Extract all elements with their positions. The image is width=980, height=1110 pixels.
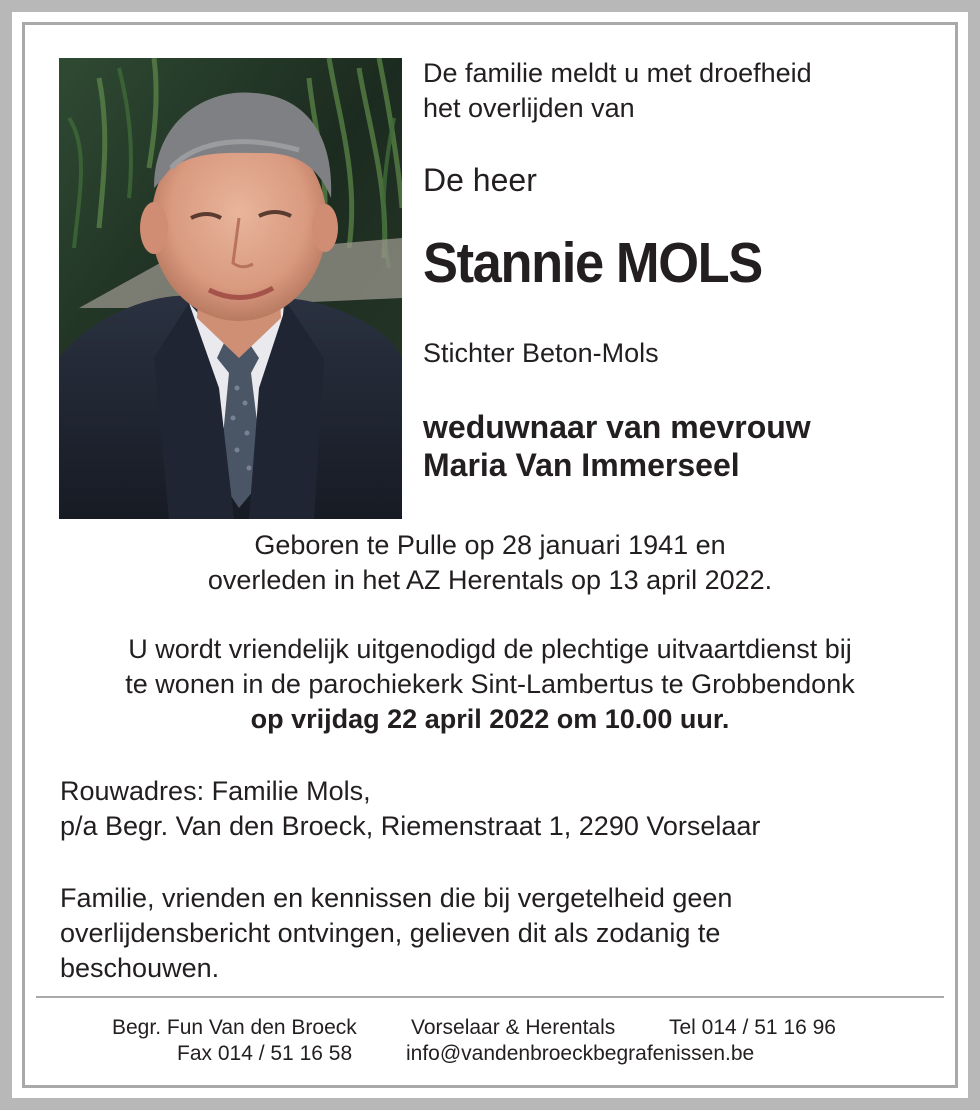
portrait-photo xyxy=(59,58,402,519)
deceased-name: Stannie MOLS xyxy=(423,231,762,295)
deceased-role: Stichter Beton-Mols xyxy=(423,338,659,368)
born-line-1: Geboren te Pulle op 28 januari 1941 en xyxy=(254,530,726,560)
footer-phone: Tel 014 / 51 16 96 xyxy=(669,1016,836,1039)
spouse-line-1: weduwnaar van mevrouw xyxy=(423,409,811,445)
mourning-address xyxy=(60,774,760,844)
footer-locations: Vorselaar & Herentals xyxy=(411,1016,616,1039)
note-line-1: Familie, vrienden en kennissen die bij vergetelheid geen xyxy=(60,883,733,913)
obituary-card xyxy=(12,12,968,1098)
footer-company: Begr. Fun Van den Broeck xyxy=(112,1016,357,1039)
intro-line-1: De familie meldt u met droefheid xyxy=(423,58,812,88)
spouse-text xyxy=(423,408,811,484)
funeral-invitation xyxy=(12,632,968,737)
address-line-2: p/a Begr. Van den Broeck, Riemenstraat 1, 2290 Vorselaar xyxy=(60,811,761,841)
invite-line-1: U wordt vriendelijk uitgenodigd de plechtige uitvaartdienst bij xyxy=(128,634,852,664)
note-line-3: beschouwen. xyxy=(60,953,220,983)
birth-death-text xyxy=(12,528,968,598)
note-line-2: overlijdensbericht ontvingen, gelieven dit als zodanig te xyxy=(60,918,721,948)
spouse-line-2: Maria Van Immerseel xyxy=(423,447,740,483)
notification-note xyxy=(60,881,732,986)
address-line-1: Rouwadres: Familie Mols, xyxy=(60,776,371,806)
footer-divider xyxy=(36,996,944,998)
honorific: De heer xyxy=(423,162,537,198)
footer-fax: Fax 014 / 51 16 58 xyxy=(177,1042,353,1065)
footer-email: info@vandenbroeckbegrafenissen.be xyxy=(406,1042,755,1065)
intro-text xyxy=(423,56,812,126)
born-line-2: overleden in het AZ Herentals op 13 april 2022. xyxy=(207,565,773,595)
funeral-date: op vrijdag 22 april 2022 om 10.00 uur. xyxy=(250,704,730,734)
intro-line-2: het overlijden van xyxy=(423,93,635,123)
invite-line-2: te wonen in de parochiekerk Sint-Lambertus te Grobbendonk xyxy=(125,669,855,699)
